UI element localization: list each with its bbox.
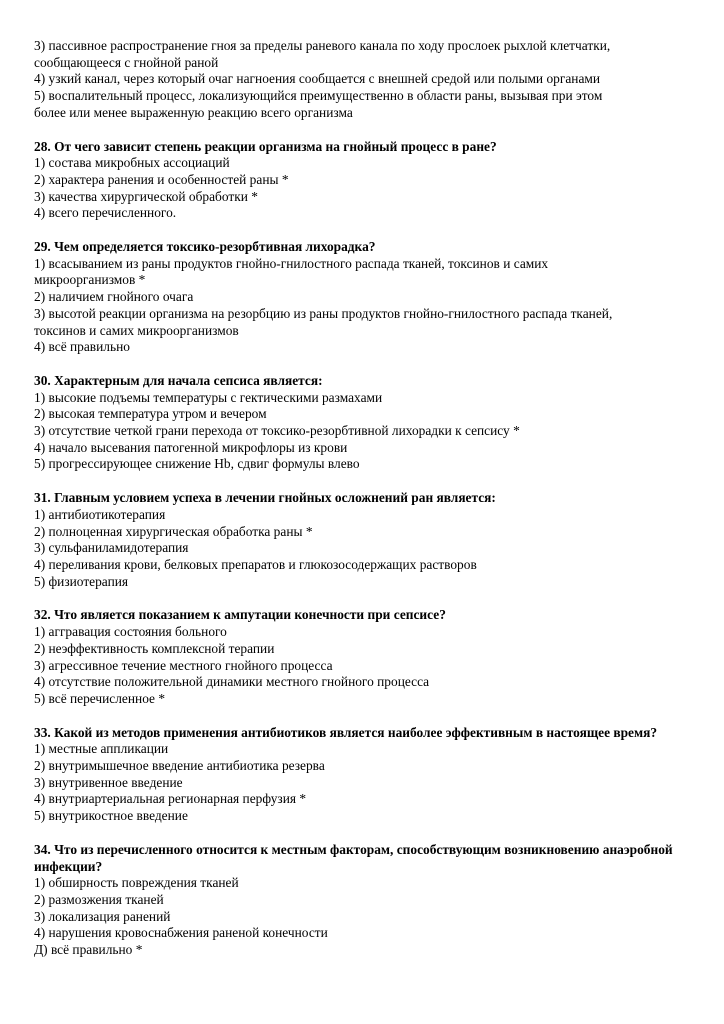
option-line: 4) всего перечисленного. xyxy=(34,205,177,221)
option-line: 5) всё перечисленное * xyxy=(34,690,166,706)
option-line: 1) антибиотикотерапия xyxy=(34,506,166,522)
option-line: токсинов и самих микроорганизмов xyxy=(34,322,239,338)
option-line: 1) состава микробных ассоциаций xyxy=(34,155,230,171)
option-line: 4) начало высевания патогенной микрофлоры из крови xyxy=(34,439,348,455)
option-line: более или менее выраженную реакцию всего организма xyxy=(34,104,353,120)
option-line: 4) внутриартериальная регионарная перфузия * xyxy=(34,791,307,807)
option-line: 3) высотой реакции организма на резорбцию из раны продуктов гнойно-гнилостного распада тканей, xyxy=(34,305,613,321)
option-line: 4) узкий канал, через который очаг нагноения сообщается с внешней средой или полыми органами xyxy=(34,71,601,87)
option-line: 5) воспалительный процесс, локализующийся преимущественно в области раны, вызывая при этом xyxy=(34,88,603,104)
option-line: Д) всё правильно * xyxy=(34,942,143,958)
question-31 xyxy=(34,490,706,590)
option-line: 3) агрессивное течение местного гнойного процесса xyxy=(34,657,333,673)
option-line: 4) нарушения кровоснабжения раненой конечности xyxy=(34,925,328,941)
question-32 xyxy=(34,607,706,707)
option-line: 4) переливания крови, белковых препаратов и глюкозосодержащих растворов xyxy=(34,556,477,572)
option-line: 1) высокие подъемы температуры с гектическими размахами xyxy=(34,389,383,405)
question-30 xyxy=(34,373,706,473)
question-title: 33. Какой из методов применения антибиотиков является наиболее эффективным в настоящее время? xyxy=(34,724,658,740)
option-line: 5) внутрикостное введение xyxy=(34,808,188,824)
question-title: 29. Чем определяется токсико-резорбтивная лихорадка? xyxy=(34,239,376,255)
option-line: 2) неэффективность комплексной терапии xyxy=(34,640,275,656)
option-line: 1) обширность повреждения тканей xyxy=(34,875,239,891)
option-line: 1) всасыванием из раны продуктов гнойно-гнилостного распада тканей, токсинов и самих xyxy=(34,255,549,271)
option-line: микроорганизмов * xyxy=(34,272,146,288)
option-line: 3) внутривенное введение xyxy=(34,774,183,790)
question-33 xyxy=(34,725,706,825)
option-line: 4) всё правильно xyxy=(34,339,130,355)
document-page xyxy=(34,38,706,959)
option-line: 2) полноценная хирургическая обработка раны * xyxy=(34,523,313,539)
option-line: 1) аггравация состояния больного xyxy=(34,624,227,640)
question-title: 31. Главным условием успеха в лечении гнойных осложнений ран является: xyxy=(34,490,496,506)
option-line: 2) наличием гнойного очага xyxy=(34,289,194,305)
option-line: 4) отсутствие положительной динамики местного гнойного процесса xyxy=(34,674,430,690)
option-line: 2) высокая температура утром и вечером xyxy=(34,406,267,422)
question-title: 32. Что является показанием к ампутации конечности при сепсисе? xyxy=(34,607,446,623)
question-title: 30. Характерным для начала сепсиса является: xyxy=(34,372,323,388)
previous-question-continuation xyxy=(34,38,706,122)
question-title: 28. От чего зависит степень реакции организма на гнойный процесс в ране? xyxy=(34,138,497,154)
option-line: 3) качества хирургической обработки * xyxy=(34,188,258,204)
option-line: 2) размозжения тканей xyxy=(34,891,164,907)
question-28 xyxy=(34,139,706,223)
option-line: 3) локализация ранений xyxy=(34,908,171,924)
option-line: 5) прогрессирующее снижение Hb, сдвиг формулы влево xyxy=(34,456,360,472)
question-title: 34. Что из перечисленного относится к местным факторам, способствующим возникновению анаэробной инфекции? xyxy=(34,841,673,874)
question-34 xyxy=(34,842,706,959)
option-line: 3) отсутствие четкой грани перехода от токсико-резорбтивной лихорадки к сепсису * xyxy=(34,423,520,439)
question-29 xyxy=(34,239,706,356)
option-line: сообщающееся с гнойной раной xyxy=(34,54,219,70)
option-line: 1) местные аппликации xyxy=(34,741,169,757)
option-line: 2) характера ранения и особенностей раны * xyxy=(34,171,289,187)
option-line: 3) пассивное распространение гноя за пределы раневого канала по ходу прослоек рыхлой клетчатки, xyxy=(34,38,611,53)
option-line: 5) физиотерапия xyxy=(34,573,129,589)
option-line: 3) сульфаниламидотерапия xyxy=(34,540,189,556)
option-line: 2) внутримышечное введение антибиотика резерва xyxy=(34,758,325,774)
